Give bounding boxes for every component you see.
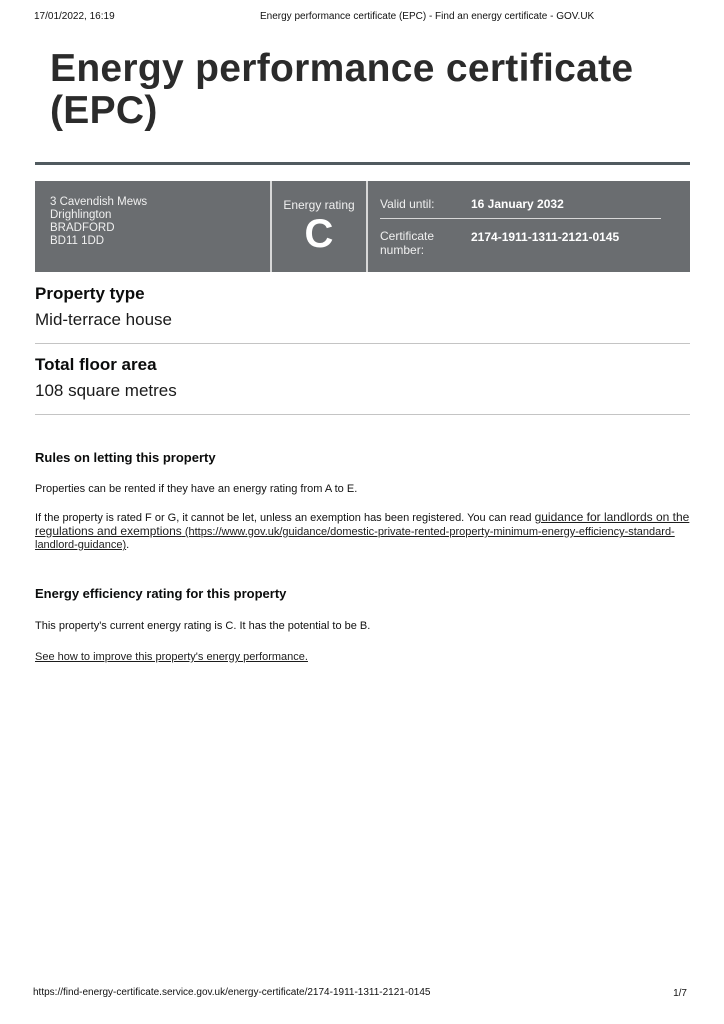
footer-url: https://find-energy-certificate.service.gov.uk/energy-certificate/2174-1911-1311-2121-0145 <box>33 987 431 998</box>
section-divider <box>35 414 690 415</box>
efficiency-heading: Energy efficiency rating for this property <box>35 586 287 601</box>
property-type-label: Property type <box>35 284 145 303</box>
print-doc-title: Energy performance certificate (EPC) - Find an energy certificate - GOV.UK <box>260 11 595 22</box>
address-line: Drighlington <box>50 209 112 221</box>
property-address <box>50 196 147 248</box>
page-title: Energy performance certificate (EPC) <box>50 47 634 132</box>
valid-until-label: Valid until: <box>380 197 435 211</box>
certificate-number-value: 2174-1911-1311-2121-0145 <box>471 230 620 244</box>
floor-area-field <box>35 355 690 401</box>
address-line: BD11 1DD <box>50 235 105 247</box>
letting-rules-para-2 <box>35 511 690 552</box>
address-line: 3 Cavendish Mews <box>50 196 148 208</box>
letting-rules-para-2-end: . <box>126 539 130 551</box>
letting-rules-para-1: Properties can be rented if they have an energy rating from A to E. <box>35 483 358 495</box>
epc-summary-panel <box>35 181 690 272</box>
address-line: BRADFORD <box>50 222 115 234</box>
section-divider <box>35 343 690 344</box>
print-date: 17/01/2022, 16:19 <box>34 11 115 22</box>
footer-page-number: 1/7 <box>673 988 687 999</box>
print-header <box>34 11 690 25</box>
floor-area-value: 108 square metres <box>35 381 177 400</box>
improve-energy-performance-link[interactable]: See how to improve this property's energy performance. <box>35 651 308 663</box>
summary-divider <box>380 218 661 219</box>
title-divider <box>35 162 690 165</box>
energy-rating-box <box>270 181 368 272</box>
efficiency-para: This property's current energy rating is C. It has the potential to be B. <box>35 620 371 632</box>
letting-rules-para-2-text: If the property is rated F or G, it cannot be let, unless an exemption has been registered. You can read <box>35 512 535 524</box>
valid-until-value: 16 January 2032 <box>471 197 564 211</box>
energy-rating-label: Energy rating <box>283 198 355 212</box>
improve-link-wrapper <box>35 651 690 664</box>
floor-area-label: Total floor area <box>35 355 157 374</box>
landlord-guidance-url[interactable]: (https://www.gov.uk/guidance/domestic-private-rented-property-minimum-energy-efficiency-standard-landlord-guidance) <box>35 526 675 551</box>
landlord-guidance-link[interactable]: guidance for landlords on the regulations and exemptions <box>35 510 690 538</box>
property-type-field <box>35 284 690 330</box>
energy-rating-letter: C <box>304 212 334 256</box>
certificate-number-label: Certificate number: <box>380 229 435 257</box>
letting-rules-heading: Rules on letting this property <box>35 450 216 465</box>
property-type-value: Mid-terrace house <box>35 310 173 329</box>
